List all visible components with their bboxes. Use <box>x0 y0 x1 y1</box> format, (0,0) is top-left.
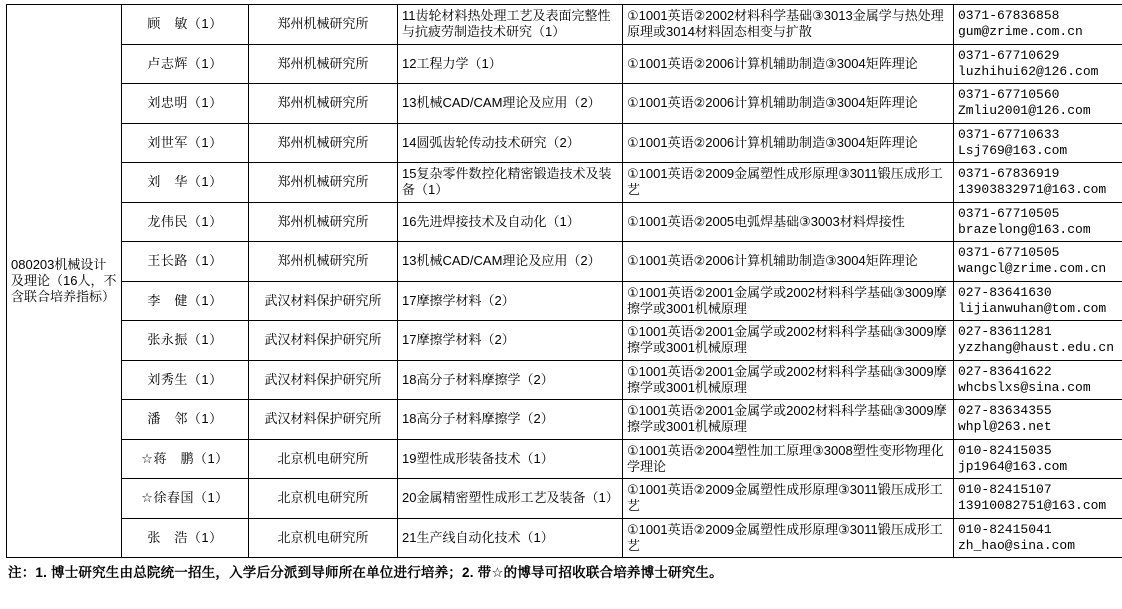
contact-email: 13910082751@163.com <box>958 498 1107 514</box>
research-direction: 20金属精密塑性成形工艺及装备（1） <box>398 479 623 519</box>
major-cell: 080203机械设计及理论（16人，不含联合培养指标） <box>7 5 122 558</box>
contact-email: yzzhang@haust.edu.cn <box>958 340 1115 356</box>
table-row <box>7 479 1122 519</box>
contact-phone: 0371-67710505 <box>958 245 1060 260</box>
contact-cell <box>954 84 1122 124</box>
contact-email: luzhihui62@126.com <box>958 63 1099 79</box>
advisor-name: 卢志辉（1） <box>122 44 249 84</box>
advisor-name: 张永振（1） <box>122 321 249 361</box>
contact-email: lijianwuhan@tom.com <box>958 300 1107 316</box>
contact-phone: 0371-67710560 <box>958 87 1060 102</box>
contact-cell <box>954 321 1122 361</box>
contact-cell <box>954 242 1122 282</box>
research-direction: 17摩擦学材料（2） <box>398 321 623 361</box>
research-direction: 17摩擦学材料（2） <box>398 281 623 321</box>
advisor-unit: 郑州机械研究所 <box>249 84 398 124</box>
contact-email: Zmliu2001@126.com <box>958 103 1091 119</box>
advisor-name: 李 健（1） <box>122 281 249 321</box>
contact-email: whcbslxs@sina.com <box>958 379 1091 395</box>
contact-phone: 0371-67836858 <box>958 8 1060 23</box>
contact-phone: 0371-67710629 <box>958 47 1060 63</box>
advisor-unit: 北京机电研究所 <box>249 479 398 519</box>
advisor-unit: 武汉材料保护研究所 <box>249 400 398 440</box>
contact-cell <box>954 518 1122 558</box>
advisor-name: 刘忠明（1） <box>122 84 249 124</box>
advisor-unit: 郑州机械研究所 <box>249 123 398 163</box>
advisor-name: 张 浩（1） <box>122 518 249 558</box>
advisor-name: ☆徐春国（1） <box>122 479 249 519</box>
contact-email: 13903832971@163.com <box>958 182 1107 198</box>
advisor-name: ☆蒋 鹏（1） <box>122 439 249 479</box>
contact-phone: 027-83641622 <box>958 363 1052 379</box>
table-row <box>7 123 1122 163</box>
research-direction: 12工程力学（1） <box>398 44 623 84</box>
advisor-unit: 郑州机械研究所 <box>249 44 398 84</box>
contact-phone: 0371-67710633 <box>958 126 1060 142</box>
advisor-unit: 武汉材料保护研究所 <box>249 321 398 361</box>
exam-subjects: ①1001英语②2006计算机辅助制造③3004矩阵理论 <box>623 84 954 124</box>
contact-cell <box>954 439 1122 479</box>
exam-subjects: ①1001英语②2009金属塑性成形原理③3011锻压成形工艺 <box>623 518 954 558</box>
advisor-unit: 郑州机械研究所 <box>249 163 398 203</box>
exam-subjects: ①1001英语②2006计算机辅助制造③3004矩阵理论 <box>623 123 954 163</box>
contact-cell <box>954 202 1122 242</box>
table-row <box>7 44 1122 84</box>
advisor-name: 王长路（1） <box>122 242 249 282</box>
exam-subjects: ①1001英语②2001金属学或2002材料科学基础③3009摩擦学或3001机械原理 <box>623 400 954 440</box>
research-direction: 14圆弧齿轮传动技术研究（2） <box>398 123 623 163</box>
table-row <box>7 400 1122 440</box>
exam-subjects: ①1001英语②2009金属塑性成形原理③3011锻压成形工艺 <box>623 163 954 203</box>
contact-phone: 010-82415107 <box>958 482 1052 497</box>
contact-phone: 010-82415035 <box>958 442 1052 458</box>
contact-phone: 027-83641630 <box>958 284 1052 300</box>
research-direction: 19塑性成形装备技术（1） <box>398 439 623 479</box>
table-row <box>7 281 1122 321</box>
research-direction: 18高分子材料摩擦学（2） <box>398 360 623 400</box>
research-direction: 11齿轮材料热处理工艺及表面完整性与抗疲劳制造技术研究（1） <box>398 5 623 45</box>
exam-subjects: ①1001英语②2001金属学或2002材料科学基础③3009摩擦学或3001机械原理 <box>623 281 954 321</box>
table-row <box>7 360 1122 400</box>
contact-email: whpl@263.net <box>958 419 1052 435</box>
exam-subjects: ①1001英语②2006计算机辅助制造③3004矩阵理论 <box>623 242 954 282</box>
contact-cell <box>954 479 1122 519</box>
table-row <box>7 518 1122 558</box>
table-row <box>7 439 1122 479</box>
contact-cell <box>954 5 1122 45</box>
advisor-unit: 郑州机械研究所 <box>249 5 398 45</box>
admissions-table <box>6 4 1122 558</box>
contact-email: brazelong@163.com <box>958 221 1091 237</box>
exam-subjects: ①1001英语②2001金属学或2002材料科学基础③3009摩擦学或3001机械原理 <box>623 321 954 361</box>
research-direction: 13机械CAD/CAM理论及应用（2） <box>398 242 623 282</box>
advisor-unit: 武汉材料保护研究所 <box>249 281 398 321</box>
exam-subjects: ①1001英语②2006计算机辅助制造③3004矩阵理论 <box>623 44 954 84</box>
contact-cell <box>954 163 1122 203</box>
table-body <box>7 5 1122 558</box>
advisor-unit: 武汉材料保护研究所 <box>249 360 398 400</box>
advisor-unit: 郑州机械研究所 <box>249 202 398 242</box>
exam-subjects: ①1001英语②2009金属塑性成形原理③3011锻压成形工艺 <box>623 479 954 519</box>
research-direction: 15复杂零件数控化精密锻造技术及装备（1） <box>398 163 623 203</box>
advisor-unit: 北京机电研究所 <box>249 518 398 558</box>
exam-subjects: ①1001英语②2002材料科学基础③3013金属学与热处理原理或3014材料固态相变与扩散 <box>623 5 954 45</box>
advisor-unit: 北京机电研究所 <box>249 439 398 479</box>
table-row <box>7 242 1122 282</box>
research-direction: 16先进焊接技术及自动化（1） <box>398 202 623 242</box>
advisor-name: 刘秀生（1） <box>122 360 249 400</box>
exam-subjects: ①1001英语②2005电弧焊基础③3003材料焊接性 <box>623 202 954 242</box>
advisor-name: 龙伟民（1） <box>122 202 249 242</box>
contact-cell <box>954 44 1122 84</box>
footnote: 注：1. 博士研究生由总院统一招生，入学后分派到导师所在单位进行培养；2. 带☆的博导可招收联合培养博士研究生。 <box>8 565 723 580</box>
advisor-name: 潘 邻（1） <box>122 400 249 440</box>
contact-cell <box>954 400 1122 440</box>
research-direction: 13机械CAD/CAM理论及应用（2） <box>398 84 623 124</box>
advisor-name: 顾 敏（1） <box>122 5 249 45</box>
table-row <box>7 5 1122 45</box>
research-direction: 18高分子材料摩擦学（2） <box>398 400 623 440</box>
contact-email: jp1964@163.com <box>958 458 1068 474</box>
table-row <box>7 321 1122 361</box>
contact-email: zh_hao@sina.com <box>958 537 1076 553</box>
contact-phone: 027-83611281 <box>958 324 1052 339</box>
contact-phone: 027-83634355 <box>958 403 1052 418</box>
contact-cell <box>954 281 1122 321</box>
contact-cell <box>954 360 1122 400</box>
table-row <box>7 163 1122 203</box>
advisor-name: 刘 华（1） <box>122 163 249 203</box>
contact-phone: 0371-67710505 <box>958 205 1060 221</box>
contact-cell <box>954 123 1122 163</box>
table-row <box>7 84 1122 124</box>
contact-email: gum@zrime.com.cn <box>958 24 1083 40</box>
contact-email: Lsj769@163.com <box>958 142 1068 158</box>
exam-subjects: ①1001英语②2001金属学或2002材料科学基础③3009摩擦学或3001机械原理 <box>623 360 954 400</box>
advisor-name: 刘世军（1） <box>122 123 249 163</box>
contact-phone: 0371-67836919 <box>958 166 1060 181</box>
advisor-unit: 郑州机械研究所 <box>249 242 398 282</box>
research-direction: 21生产线自动化技术（1） <box>398 518 623 558</box>
exam-subjects: ①1001英语②2004塑性加工原理③3008塑性变形物理化学理论 <box>623 439 954 479</box>
contact-phone: 010-82415041 <box>958 521 1052 537</box>
contact-email: wangcl@zrime.com.cn <box>958 261 1107 277</box>
table-row <box>7 202 1122 242</box>
